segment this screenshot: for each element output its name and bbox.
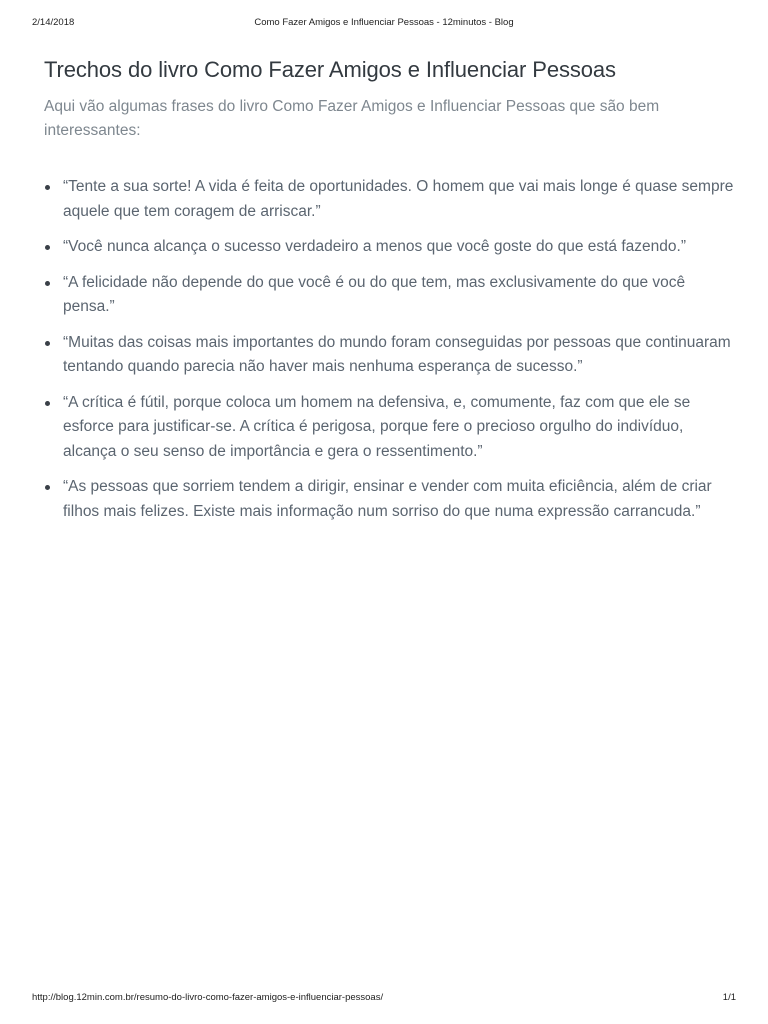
- quote-text: “As pessoas que sorriem tendem a dirigir, ensinar e vender com muita eficiência, além de criar filhos mais felizes. Existe mais informação num sorriso do que numa expressão carrancuda.”: [63, 478, 712, 520]
- quote-text: “A crítica é fútil, porque coloca um homem na defensiva, e, comumente, faz com que ele se esforce para justificar-se. A crítica é perigosa, porque fere o precioso orgulho do indivíduo, alcança o seu senso de importância e gera o ressentimento.”: [63, 393, 691, 460]
- bullet-icon: [45, 245, 50, 250]
- quote-text: “Muitas das coisas mais importantes do mundo foram conseguidas por pessoas que continuaram tentando quando parecia não haver mais nenhuma esperança de sucesso.”: [63, 333, 731, 375]
- page-url[interactable]: http://blog.12min.com.br/resumo-do-livro-como-fazer-amigos-e-influenciar-pessoas/: [32, 992, 384, 1003]
- quote-item: [44, 331, 734, 380]
- article: [44, 56, 734, 535]
- bullet-icon: [45, 281, 50, 286]
- article-title: Trechos do livro Como Fazer Amigos e Influenciar Pessoas: [44, 57, 616, 82]
- quote-item: [44, 271, 734, 320]
- page-number: 1/1: [722, 992, 736, 1003]
- bullet-icon: [45, 401, 50, 406]
- quote-list: [44, 175, 734, 524]
- quote-text: “Tente a sua sorte! A vida é feita de oportunidades. O homem que vai mais longe é quase sempre aquele que tem coragem de arriscar.”: [63, 178, 734, 220]
- bullet-icon: [45, 485, 50, 490]
- bullet-icon: [45, 185, 50, 190]
- print-page-title: Como Fazer Amigos e Influenciar Pessoas - 12minutos - Blog: [254, 17, 514, 28]
- bullet-icon: [45, 341, 50, 346]
- quote-item: [44, 175, 734, 224]
- quote-text: “A felicidade não depende do que você é ou do que tem, mas exclusivamente do que você pensa.”: [63, 273, 686, 315]
- print-footer: [0, 992, 768, 1006]
- print-date: 2/14/2018: [32, 17, 75, 28]
- quote-text: “Você nunca alcança o sucesso verdadeiro a menos que você goste do que está fazendo.”: [63, 238, 686, 255]
- article-intro: Aqui vão algumas frases do livro Como Fazer Amigos e Influenciar Pessoas que são bem interessantes:: [44, 98, 660, 139]
- quote-item: [44, 391, 734, 465]
- quote-item: [44, 235, 734, 260]
- quote-item: [44, 475, 734, 524]
- print-header: [0, 17, 768, 31]
